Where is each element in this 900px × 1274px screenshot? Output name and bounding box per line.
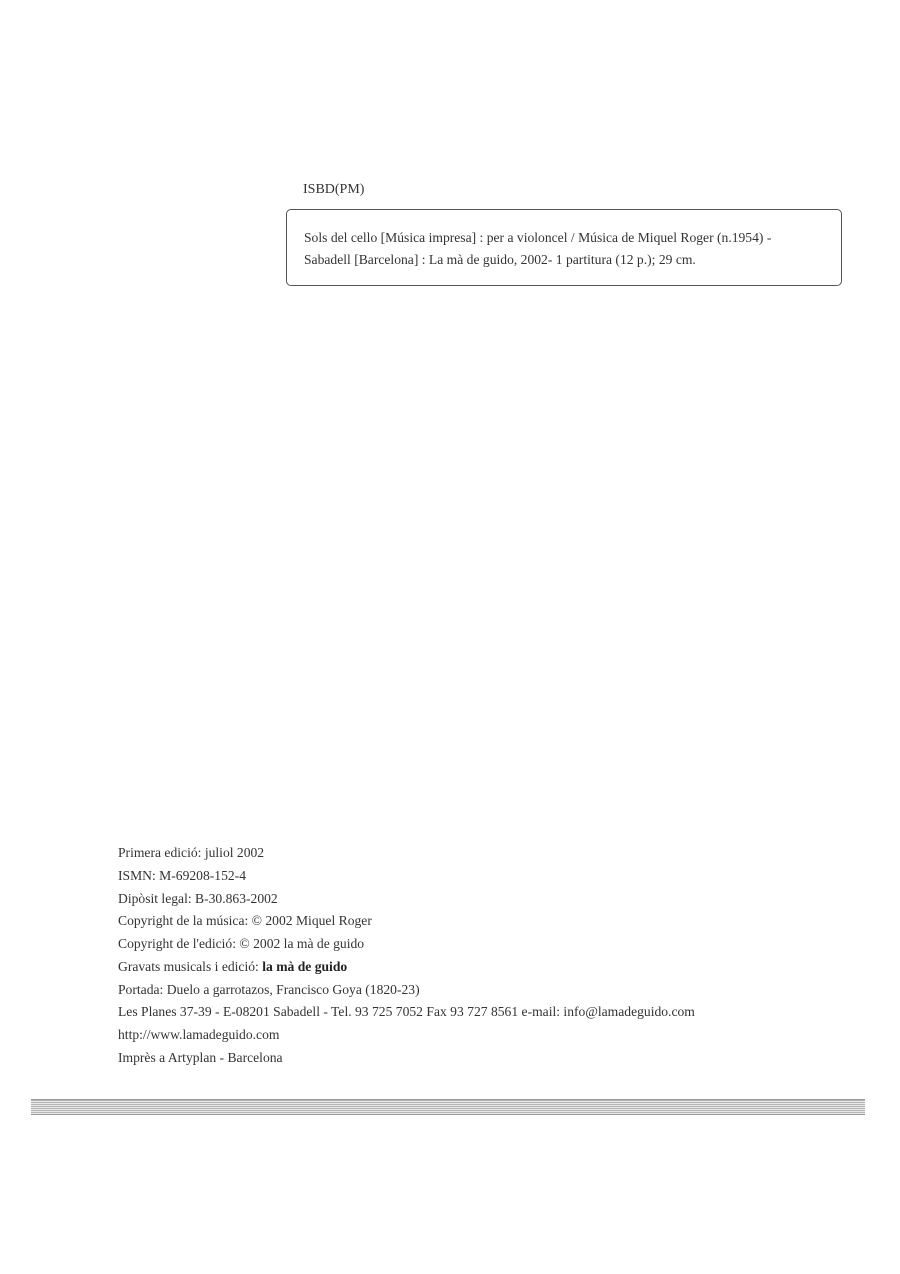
isbd-record-line: Sols del cello [Música impresa] : per a violoncel / Música de Miquel Roger (n.1954) - <box>304 230 772 245</box>
edition-copyright: Copyright de l'edició: © 2002 la mà de guido <box>118 936 365 951</box>
first-edition: Primera edició: juliol 2002 <box>118 845 265 860</box>
colophon <box>118 842 695 1070</box>
ismn: ISMN: M-69208-152-4 <box>118 867 247 883</box>
publisher-name: la mà de guido <box>262 958 348 974</box>
website-link[interactable]: http://www.lamadeguido.com <box>118 1027 280 1042</box>
cover-credit: Portada: Duelo a garrotazos, Francisco Goya (1820-23) <box>118 981 420 997</box>
isbd-record-box <box>286 209 842 286</box>
engraving-prefix: Gravats musicals i edició: <box>118 958 263 974</box>
printer-credit: Imprès a Artyplan - Barcelona <box>118 1049 283 1065</box>
music-copyright: Copyright de la música: © 2002 Miquel Roger <box>118 913 372 929</box>
publisher-address: Les Planes 37-39 - E-08201 Sabadell - Tel. 93 725 7052 Fax 93 727 8561 e-mail: info@lamadeguido.com <box>118 1004 695 1020</box>
legal-deposit: Dipòsit legal: B-30.863-2002 <box>118 890 278 906</box>
footer-rule <box>31 1099 865 1115</box>
engraving-credit <box>118 956 695 979</box>
isbd-label: ISBD(PM) <box>303 182 365 197</box>
isbd-record-line: Sabadell [Barcelona] : La mà de guido, 2002- 1 partitura (12 p.); 29 cm. <box>304 252 696 267</box>
